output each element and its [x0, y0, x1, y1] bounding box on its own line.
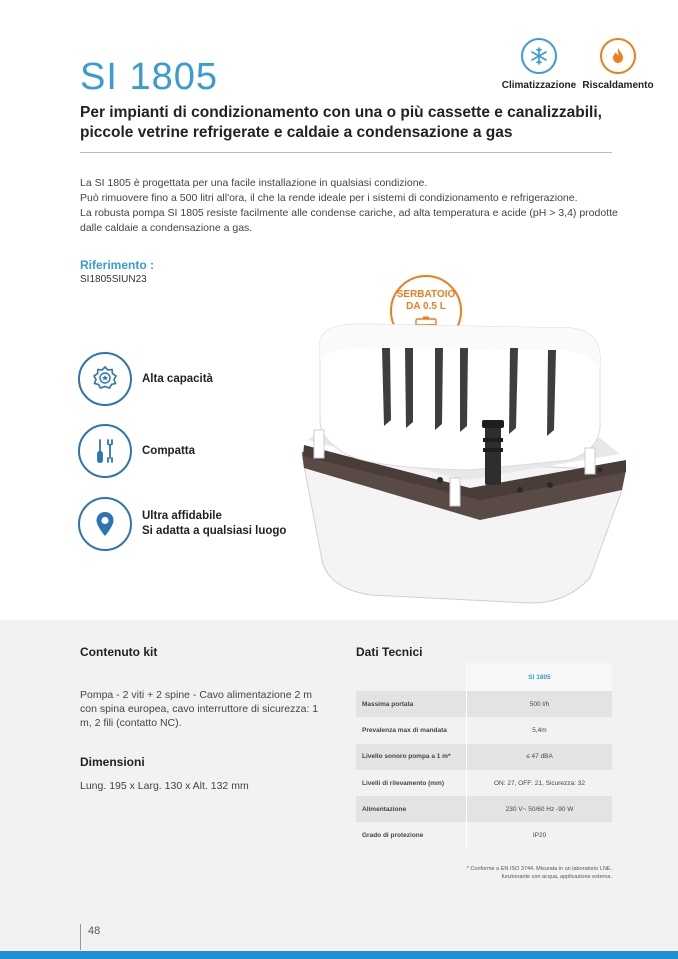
feature-label: Alta capacità	[142, 372, 213, 385]
feature-ultra-affidabile	[78, 497, 318, 551]
flame-icon	[600, 38, 636, 74]
category-riscaldamento	[578, 38, 658, 91]
tech-specs-table	[356, 663, 612, 849]
product-description	[80, 176, 620, 236]
table-row	[356, 691, 612, 717]
spec-value: IP20	[467, 822, 613, 848]
table-row	[356, 717, 612, 743]
spec-label: Livelli di rilevamento (mm)	[356, 770, 467, 796]
table-row	[356, 744, 612, 770]
table-header-row	[356, 663, 612, 691]
spec-label: Alimentazione	[356, 796, 467, 822]
category-label: Climatizzazione	[501, 80, 577, 91]
description-line: La robusta pompa SI 1805 resiste facilmente alle condense cariche, ad alta temperatura e acide (pH > 3,4) prodotte dalle caldaie a condensazione a gas.	[80, 207, 618, 234]
spec-value: 500 l/h	[467, 691, 613, 717]
divider	[80, 152, 612, 153]
spec-label: Grado di protezione	[356, 822, 467, 848]
description-line: Può rimuovere fino a 500 litri all'ora, il che la rende ideale per i sistemi di condizionamento e refrigerazione.	[80, 192, 578, 204]
footnote-line: * Conforme a EN ISO 3744. Misurata in un laboratorio LNE,	[466, 866, 612, 872]
kit-title: Contenuto kit	[80, 645, 158, 659]
reference-label: Riferimento :	[80, 258, 155, 272]
feature-label: Ultra affidabile Si adatta a qualsiasi luogo	[142, 510, 287, 537]
page-number: 48	[88, 925, 101, 937]
footnote-line: funzionante con acqua, applicazione esterna.	[501, 874, 612, 880]
tools-icon	[78, 424, 132, 478]
category-label: Riscaldamento	[582, 80, 654, 91]
kit-text: Pompa - 2 viti + 2 spine - Cavo alimentazione 2 m con spina europea, cavo interruttore di sicurezza: 1 m, 2 fili (contatto NC).	[80, 689, 319, 729]
reference-code: SI1805SIUN23	[80, 274, 147, 285]
table-row	[356, 770, 612, 796]
spec-value: 230 V~ 50/60 Hz -90 W	[467, 796, 613, 822]
pump-product-image	[300, 320, 630, 605]
description-line: La SI 1805 è progettata per una facile installazione in qualsiasi condizione.	[80, 177, 428, 189]
award-badge-icon	[78, 352, 132, 406]
table-cell	[356, 663, 467, 691]
location-pin-icon	[78, 497, 132, 551]
page-subtitle: Per impianti di condizionamento con una o più cassette e canalizzabili, piccole vetrine refrigerate e caldaie a condensazione a gas	[80, 104, 602, 141]
badge-line: SERBATOIO	[396, 289, 456, 300]
dimensions-text: Lung. 195 x Larg. 130 x Alt. 132 mm	[80, 780, 249, 792]
bottom-accent-bar	[0, 951, 678, 959]
tech-footnote	[430, 865, 612, 881]
spec-value: 5,4m	[467, 717, 613, 743]
spec-value: ≤ 47 dBA	[467, 744, 613, 770]
tech-title: Dati Tecnici	[356, 645, 423, 659]
spec-label: Livello sonoro pompa a 1 m*	[356, 744, 467, 770]
spec-label: Massima portata	[356, 691, 467, 717]
model-header: SI 1805	[467, 663, 613, 691]
category-climatizzazione	[499, 38, 579, 91]
spec-label: Prevalenza max di mandata	[356, 717, 467, 743]
table-row	[356, 822, 612, 848]
badge-line: DA 0.5 L	[406, 301, 446, 312]
page-title: SI 1805	[80, 56, 218, 98]
dimensions-title: Dimensioni	[80, 755, 145, 769]
spec-value: ON: 27, OFF: 21, Sicurezza: 32	[467, 770, 613, 796]
feature-label: Compatta	[142, 444, 196, 457]
feature-compatta	[78, 424, 318, 478]
table-row	[356, 796, 612, 822]
feature-alta-capacita	[78, 352, 318, 406]
page-number-divider	[80, 924, 81, 950]
snowflake-icon	[521, 38, 557, 74]
